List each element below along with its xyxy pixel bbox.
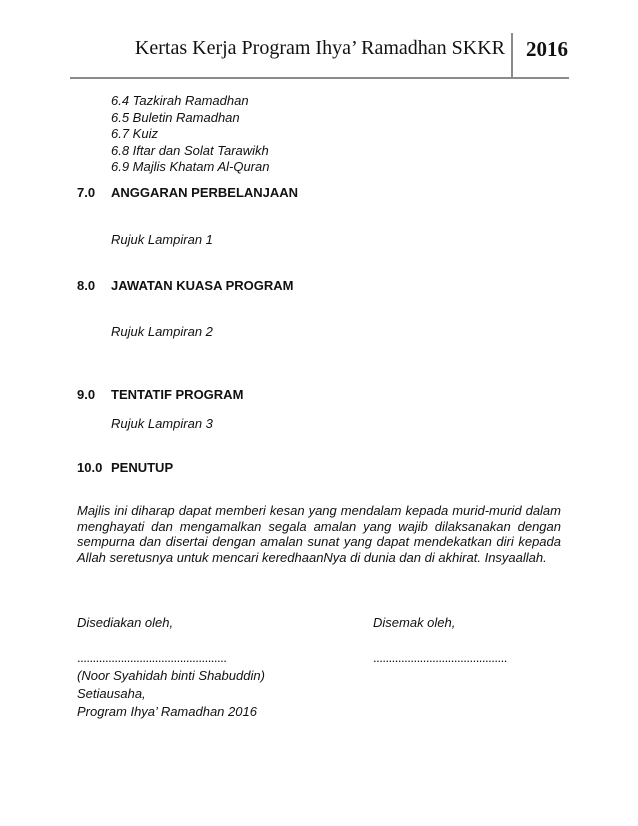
section-number: 7.0	[77, 185, 96, 200]
section-title: JAWATAN KUASA PROGRAM	[111, 278, 294, 293]
list-item: 6.7 Kuiz	[111, 126, 158, 141]
list-item: 6.4 Tazkirah Ramadhan	[111, 93, 249, 108]
sub-item-list	[111, 93, 269, 176]
section-reference: Rujuk Lampiran 1	[111, 232, 213, 247]
header-title: Kertas Kerja Program Ihya’ Ramadhan SKKR	[134, 37, 505, 59]
list-item: 6.9 Majlis Khatam Al-Quran	[111, 159, 270, 174]
header-year: 2016	[526, 37, 568, 61]
prepared-signature-line: ................................................	[77, 650, 227, 665]
section-number: 9.0	[77, 387, 96, 402]
signatory-program: Program Ihya’ Ramadhan 2016	[77, 704, 257, 719]
signatory-position: Setiausaha,	[77, 686, 146, 701]
section-reference: Rujuk Lampiran 3	[111, 416, 213, 431]
closing-paragraph: Majlis ini diharap dapat memberi kesan yang mendalam kepada murid-murid dalam menghayati dan mengamalkan segala amalan yang wajib dilaksanakan dengan sempurna dan disertai dengan amalan sunat yang dapat mendekatkan diri kepada Allah seretusnya untuk mencari keredhaanNya di dunia dan di akhirat. Insyaallah.	[77, 503, 561, 565]
signatory-name: (Noor Syahidah binti Shabuddin)	[77, 668, 265, 683]
header-divider	[511, 33, 513, 78]
list-item: 6.5 Buletin Ramadhan	[111, 109, 240, 125]
prepared-by-label: Disediakan oleh,	[77, 615, 174, 630]
section-title: TENTATIF PROGRAM	[111, 387, 244, 402]
list-item: 6.8 Iftar dan Solat Tarawikh	[111, 142, 269, 158]
section-reference: Rujuk Lampiran 2	[111, 324, 213, 339]
checked-signature-line: ...........................................	[373, 650, 507, 665]
section-number: 8.0	[77, 278, 96, 293]
section-number: 10.0	[77, 460, 103, 475]
section-title: PENUTUP	[111, 460, 174, 475]
section-title: ANGGARAN PERBELANJAAN	[111, 185, 299, 200]
header-rule	[70, 77, 569, 79]
checked-by-label: Disemak oleh,	[373, 615, 456, 630]
